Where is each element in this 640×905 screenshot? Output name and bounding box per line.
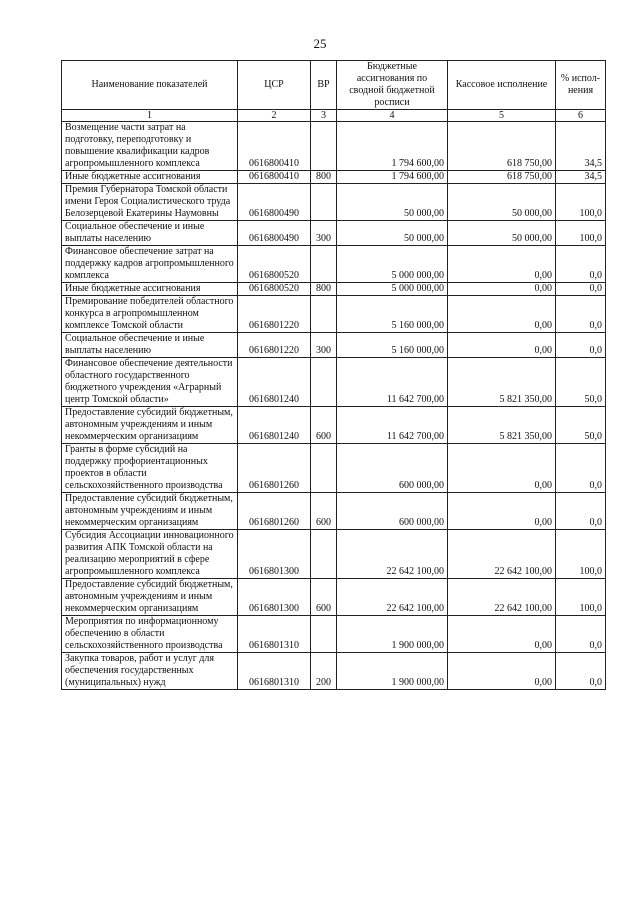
table-row [62, 184, 606, 221]
execution-percent-cell: 100,0 [556, 530, 606, 579]
budget-cell: 5 160 000,00 [337, 296, 448, 333]
indicator-name-cell: Иные бюджетные ассигнования [62, 171, 238, 184]
table-row [62, 407, 606, 444]
indicator-name-cell: Предоставление субсидий бюджетным, автономным учреждениям и иным некоммерческим организациям [62, 407, 238, 444]
header-row [62, 61, 606, 110]
table-row [62, 171, 606, 184]
execution-percent-cell: 0,0 [556, 616, 606, 653]
csr-cell: 0616801310 [238, 653, 311, 690]
budget-cell: 5 160 000,00 [337, 333, 448, 358]
cash-execution-cell: 22 642 100,00 [448, 530, 556, 579]
header-pct: % испол-нения [556, 61, 606, 110]
budget-cell: 11 642 700,00 [337, 358, 448, 407]
budget-cell: 1 794 600,00 [337, 122, 448, 171]
column-number: 2 [238, 110, 311, 122]
cash-execution-cell: 50 000,00 [448, 184, 556, 221]
cash-execution-cell: 0,00 [448, 653, 556, 690]
indicator-name-cell: Мероприятия по информационному обеспечению в области сельскохозяйственного производства [62, 616, 238, 653]
vr-cell [311, 296, 337, 333]
table-row [62, 653, 606, 690]
cash-execution-cell: 618 750,00 [448, 122, 556, 171]
indicator-name-cell: Финансовое обеспечение деятельности областного государственного бюджетного учреждения «Аграрный центр Томской области» [62, 358, 238, 407]
vr-cell: 600 [311, 579, 337, 616]
csr-cell: 0616801300 [238, 530, 311, 579]
budget-cell: 1 794 600,00 [337, 171, 448, 184]
execution-percent-cell: 100,0 [556, 221, 606, 246]
budget-cell: 5 000 000,00 [337, 283, 448, 296]
cash-execution-cell: 0,00 [448, 333, 556, 358]
table-row [62, 246, 606, 283]
budget-cell: 50 000,00 [337, 221, 448, 246]
table-row [62, 122, 606, 171]
header-name: Наименование показателей [62, 61, 238, 110]
budget-cell: 600 000,00 [337, 444, 448, 493]
execution-percent-cell: 100,0 [556, 184, 606, 221]
column-number: 6 [556, 110, 606, 122]
execution-percent-cell: 0,0 [556, 493, 606, 530]
cash-execution-cell: 5 821 350,00 [448, 358, 556, 407]
indicator-name-cell: Предоставление субсидий бюджетным, автономным учреждениям и иным некоммерческим организациям [62, 579, 238, 616]
vr-cell: 300 [311, 221, 337, 246]
execution-percent-cell: 0,0 [556, 283, 606, 296]
execution-percent-cell: 0,0 [556, 333, 606, 358]
csr-cell: 0616801260 [238, 444, 311, 493]
budget-cell: 1 900 000,00 [337, 616, 448, 653]
table-row [62, 221, 606, 246]
table-row [62, 444, 606, 493]
budget-cell: 5 000 000,00 [337, 246, 448, 283]
execution-percent-cell: 0,0 [556, 296, 606, 333]
vr-cell: 800 [311, 171, 337, 184]
column-number: 1 [62, 110, 238, 122]
cash-execution-cell: 0,00 [448, 296, 556, 333]
indicator-name-cell: Гранты в форме субсидий на поддержку профориентационных проектов в области сельскохозяйственного производства [62, 444, 238, 493]
execution-percent-cell: 50,0 [556, 407, 606, 444]
header-csr: ЦСР [238, 61, 311, 110]
indicator-name-cell: Предоставление субсидий бюджетным, автономным учреждениям и иным некоммерческим организациям [62, 493, 238, 530]
cash-execution-cell: 618 750,00 [448, 171, 556, 184]
csr-cell: 0616800520 [238, 246, 311, 283]
table-row [62, 493, 606, 530]
budget-cell: 22 642 100,00 [337, 530, 448, 579]
indicator-name-cell: Закупка товаров, работ и услуг для обеспечения государственных (муниципальных) нужд [62, 653, 238, 690]
cash-execution-cell: 22 642 100,00 [448, 579, 556, 616]
execution-percent-cell: 34,5 [556, 171, 606, 184]
vr-cell: 600 [311, 493, 337, 530]
cash-execution-cell: 0,00 [448, 444, 556, 493]
execution-percent-cell: 0,0 [556, 444, 606, 493]
budget-cell: 1 900 000,00 [337, 653, 448, 690]
budget-cell: 50 000,00 [337, 184, 448, 221]
execution-percent-cell: 34,5 [556, 122, 606, 171]
csr-cell: 0616801240 [238, 358, 311, 407]
column-number: 3 [311, 110, 337, 122]
table-row [62, 296, 606, 333]
vr-cell: 600 [311, 407, 337, 444]
execution-percent-cell: 100,0 [556, 579, 606, 616]
vr-cell [311, 122, 337, 171]
indicator-name-cell: Социальное обеспечение и иные выплаты населению [62, 333, 238, 358]
page-number: 25 [313, 36, 327, 51]
csr-cell: 0616800520 [238, 283, 311, 296]
cash-execution-cell: 0,00 [448, 616, 556, 653]
indicator-name-cell: Премия Губернатора Томской области имени Героя Социалистического труда Белозерцевой Екатерины Наумовны [62, 184, 238, 221]
header-cash: Кассовое исполнение [448, 61, 556, 110]
vr-cell [311, 530, 337, 579]
table-body [62, 122, 606, 690]
cash-execution-cell: 0,00 [448, 246, 556, 283]
table-row [62, 333, 606, 358]
table-row [62, 358, 606, 407]
column-number-row [62, 110, 606, 122]
table-row [62, 530, 606, 579]
vr-cell: 800 [311, 283, 337, 296]
budget-table [61, 60, 606, 690]
csr-cell: 0616801260 [238, 493, 311, 530]
cash-execution-cell: 50 000,00 [448, 221, 556, 246]
budget-cell: 22 642 100,00 [337, 579, 448, 616]
execution-percent-cell: 50,0 [556, 358, 606, 407]
vr-cell [311, 184, 337, 221]
header-budget: Бюджетные ассигнования по сводной бюджетной росписи [337, 61, 448, 110]
cash-execution-cell: 0,00 [448, 283, 556, 296]
vr-cell [311, 444, 337, 493]
table-row [62, 283, 606, 296]
vr-cell: 200 [311, 653, 337, 690]
budget-cell: 11 642 700,00 [337, 407, 448, 444]
csr-cell: 0616800490 [238, 221, 311, 246]
csr-cell: 0616800490 [238, 184, 311, 221]
indicator-name-cell: Социальное обеспечение и иные выплаты населению [62, 221, 238, 246]
vr-cell: 300 [311, 333, 337, 358]
vr-cell [311, 616, 337, 653]
vr-cell [311, 358, 337, 407]
csr-cell: 0616800410 [238, 171, 311, 184]
indicator-name-cell: Иные бюджетные ассигнования [62, 283, 238, 296]
vr-cell [311, 246, 337, 283]
table-row [62, 616, 606, 653]
csr-cell: 0616801310 [238, 616, 311, 653]
column-number: 5 [448, 110, 556, 122]
cash-execution-cell: 5 821 350,00 [448, 407, 556, 444]
budget-cell: 600 000,00 [337, 493, 448, 530]
execution-percent-cell: 0,0 [556, 246, 606, 283]
csr-cell: 0616801240 [238, 407, 311, 444]
cash-execution-cell: 0,00 [448, 493, 556, 530]
csr-cell: 0616801220 [238, 333, 311, 358]
indicator-name-cell: Субсидия Ассоциации инновационного развития АПК Томской области на реализацию мероприятий в сфере агропромышленного комплекса [62, 530, 238, 579]
header-vr: ВР [311, 61, 337, 110]
csr-cell: 0616800410 [238, 122, 311, 171]
column-number: 4 [337, 110, 448, 122]
indicator-name-cell: Финансовое обеспечение затрат на поддержку кадров агропромышленного комплекса [62, 246, 238, 283]
indicator-name-cell: Возмещение части затрат на подготовку, переподготовку и повышение квалификации кадров агропромышленного комплекса [62, 122, 238, 171]
indicator-name-cell: Премирование победителей областного конкурса в агропромышленном комплексе Томской области [62, 296, 238, 333]
csr-cell: 0616801220 [238, 296, 311, 333]
table-row [62, 579, 606, 616]
csr-cell: 0616801300 [238, 579, 311, 616]
execution-percent-cell: 0,0 [556, 653, 606, 690]
